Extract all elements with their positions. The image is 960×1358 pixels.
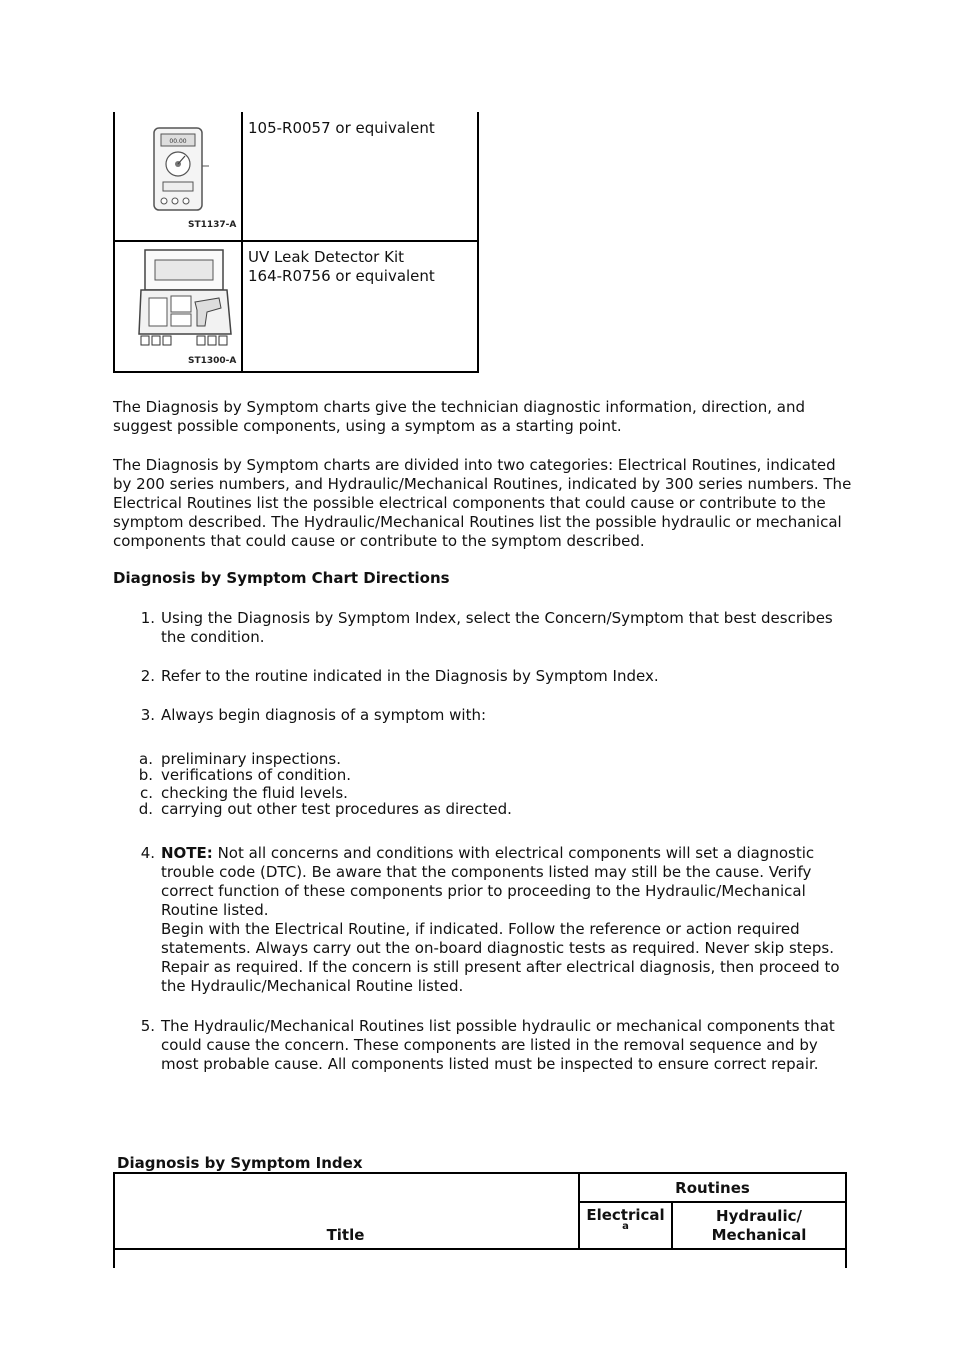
svg-text:00.00: 00.00 (169, 138, 187, 145)
table-border-right (845, 1172, 847, 1268)
symptom-index-table (113, 1172, 847, 1268)
substep-text: preliminary inspections. (161, 750, 342, 768)
step-text: The Hydraulic/Mechanical Routines list possible hydraulic or mechanical components that could cause the concern. These components are listed in the removal sequence and by most probable cause. All components listed must be inspected to ensure correct repair. (161, 1017, 835, 1073)
step-text: Using the Diagnosis by Symptom Index, select the Concern/Symptom that best describes the condition. (161, 609, 833, 646)
footnote-marker: a (622, 1221, 629, 1232)
step-text: Always begin diagnosis of a symptom with: (161, 706, 487, 724)
table-column-divider (241, 112, 243, 373)
tool-part-number: 105-R0057 or equivalent (248, 119, 435, 137)
directions-heading: Diagnosis by Symptom Chart Directions (113, 569, 450, 587)
hydraulic-label: Hydraulic/ (716, 1207, 802, 1225)
electrical-header (580, 1206, 671, 1232)
table-border-top (113, 1172, 847, 1174)
note-text: Not all concerns and conditions with electrical components will set a diagnostic trouble code (DTC). Be aware that the components listed may still be the cause. Verify correct function of these components prior to proceeding to the Hydraulic/Mechanical Routine listed. (161, 844, 815, 919)
intro-paragraph-2: The Diagnosis by Symptom charts are divided into two categories: Electrical Routines, indicated by 200 series numbers, and Hydraulic/Mechanical Routines, indicated by 300 series numbers. The Electrical Routines list the possible electrical components that could cause or contribute to the symptom described. The Hydraulic/Mechanical Routines list the possible hydraulic or mechanical components that could cause or contribute to the symptom described. (113, 456, 852, 550)
substep-letter: a. (139, 750, 153, 768)
step-note (161, 844, 851, 920)
uv-leak-detector-kit-illustration (135, 246, 235, 352)
table-header-divider (580, 1201, 847, 1203)
step-number: 4. (140, 844, 155, 862)
substep-d (131, 800, 512, 819)
substep-b (131, 766, 351, 785)
step-number: 1. (140, 609, 155, 627)
step-text: Refer to the routine indicated in the Diagnosis by Symptom Index. (161, 667, 659, 685)
note-label: NOTE: (161, 844, 213, 862)
index-table-caption: Diagnosis by Symptom Index (117, 1154, 363, 1172)
substep-letter: c. (139, 784, 153, 802)
tool-description-1 (248, 119, 435, 138)
table-header-bottom (113, 1248, 847, 1250)
special-tools-table (113, 112, 479, 373)
tool-name: UV Leak Detector Kit (248, 248, 404, 266)
step-number: 3. (140, 706, 155, 724)
hydraulic-mechanical-header (673, 1207, 845, 1245)
mechanical-label: Mechanical (711, 1226, 807, 1244)
table-border-left (113, 1172, 115, 1268)
electrical-label: Electrical (586, 1206, 665, 1224)
substep-letter: d. (138, 800, 153, 818)
substep-text: carrying out other test procedures as directed. (161, 800, 512, 818)
title-header: Title (326, 1226, 365, 1244)
step-number: 2. (140, 667, 155, 685)
table-border-right (477, 112, 479, 373)
table-row-divider (113, 240, 479, 242)
table-border-bottom (113, 371, 479, 373)
step-number: 5. (140, 1017, 155, 1035)
figure-label-st1137: ST1137-A (188, 220, 237, 230)
table-border-left (113, 112, 115, 373)
substep-text: verifications of condition. (161, 766, 351, 784)
routines-header: Routines (675, 1179, 750, 1197)
substep-text: checking the fluid levels. (161, 784, 348, 802)
tool-part-number: 164-R0756 or equivalent (248, 267, 435, 285)
multimeter-illustration (151, 126, 211, 214)
figure-label-st1300: ST1300-A (188, 356, 237, 366)
intro-paragraph-1: The Diagnosis by Symptom charts give the technician diagnostic information, direction, and suggest possible components, using a symptom as a starting point. (113, 398, 805, 435)
tool-description-2 (248, 248, 435, 286)
substep-letter: b. (138, 766, 153, 784)
step-text: Begin with the Electrical Routine, if indicated. Follow the reference or action required statements. Always carry out the on-board diagnostic tests as required. Never skip steps. Repair as required. If the concern is still present after electrical diagnosis, then proceed to the Hydraulic/Mechanical Routine listed. (161, 920, 840, 995)
